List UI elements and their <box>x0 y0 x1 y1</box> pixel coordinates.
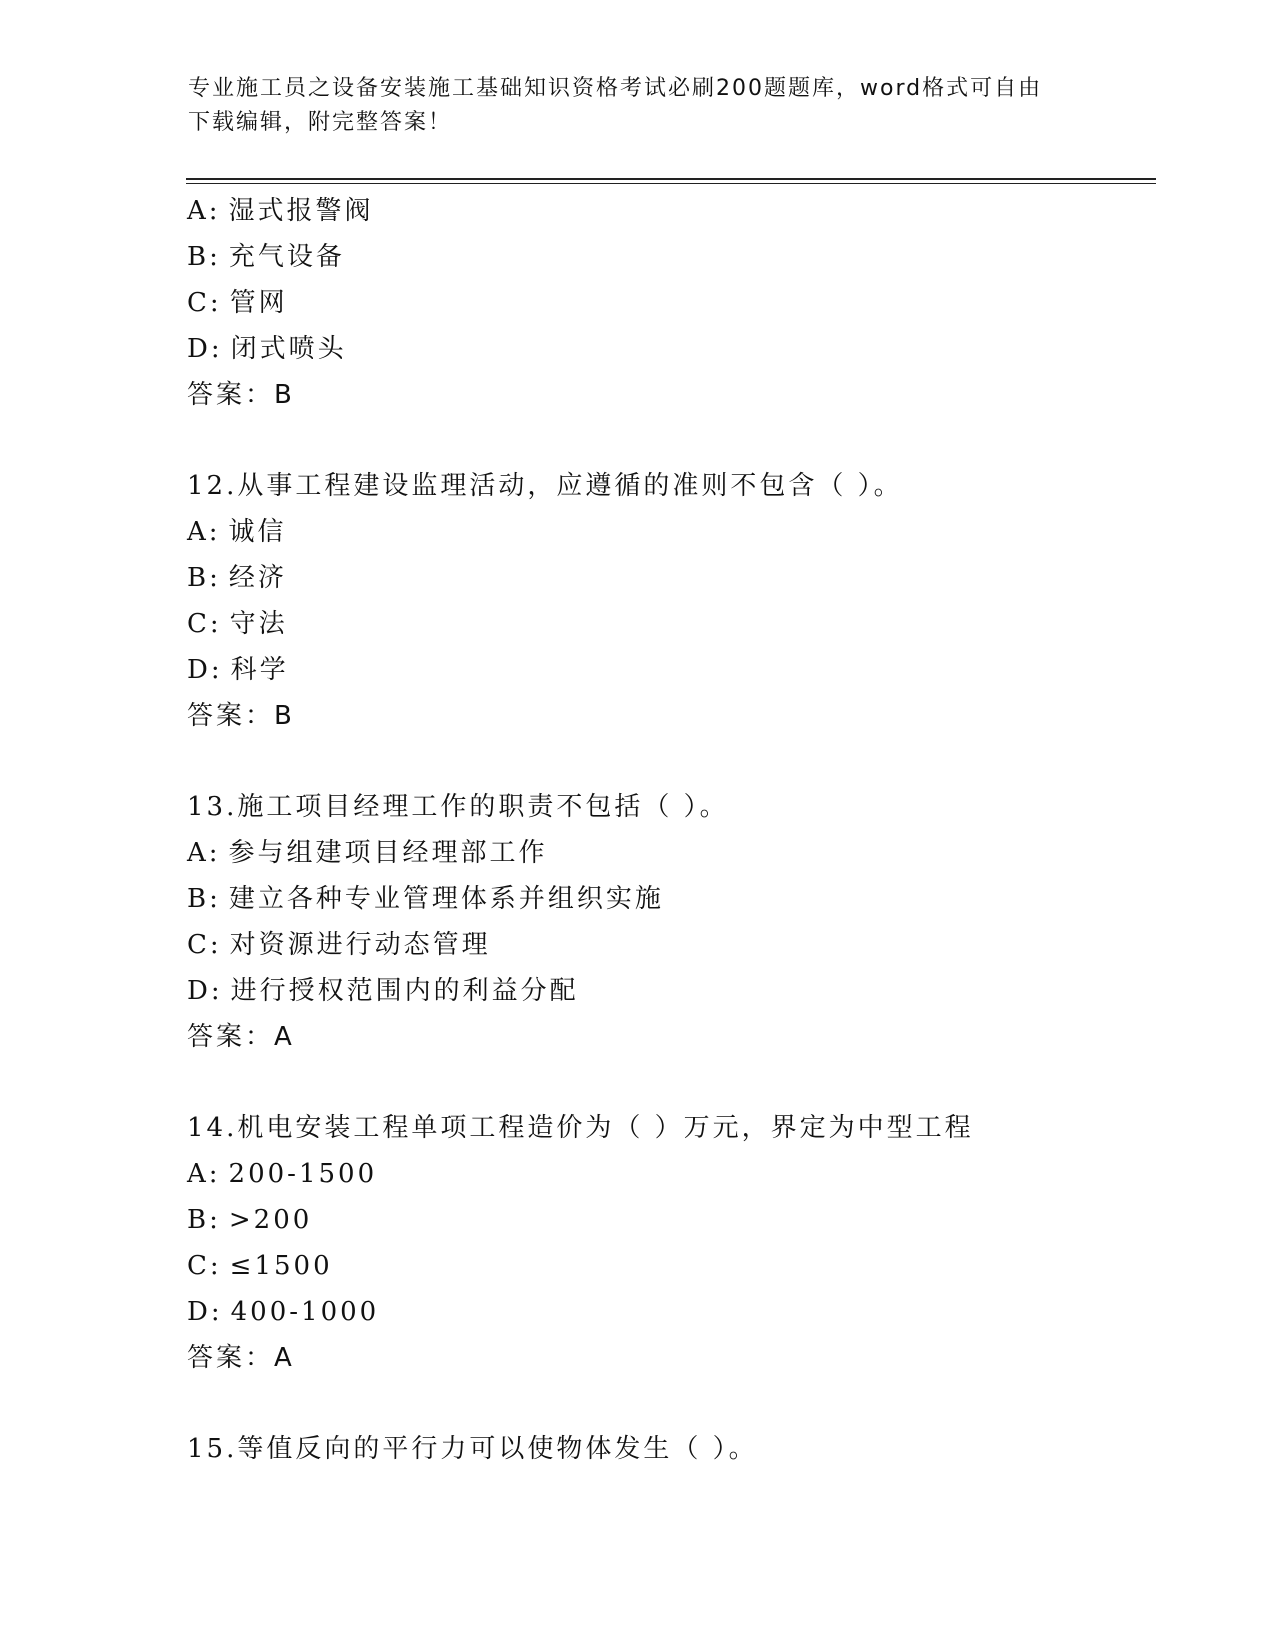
option-a <box>187 188 1187 234</box>
option-b <box>187 555 1187 601</box>
option-a <box>187 1151 1187 1197</box>
option-letter: B: <box>187 1205 221 1235</box>
option-letter: D: <box>187 655 223 685</box>
header-line-1: 专业施工员之设备安装施工基础知识资格考试必刷200题题库，word格式可自由 <box>188 76 1043 101</box>
option-letter: A: <box>187 1159 221 1189</box>
option-text: >200 <box>228 1205 313 1235</box>
option-text: 200-1500 <box>228 1159 378 1189</box>
option-letter: B: <box>187 563 221 593</box>
option-b <box>187 1197 1187 1243</box>
header-line-2: 下载编辑，附完整答案！ <box>188 110 453 135</box>
question-block-15 <box>187 1426 1187 1472</box>
answer-line: 答案：A <box>187 1022 295 1052</box>
option-a <box>187 509 1187 555</box>
option-text: 守法 <box>229 609 288 639</box>
option-letter: C: <box>187 1251 222 1281</box>
option-text: 湿式报警阀 <box>228 196 374 226</box>
option-text: 进行授权范围内的利益分配 <box>230 976 579 1006</box>
option-text: 充气设备 <box>228 242 345 272</box>
option-text: 管网 <box>229 288 288 318</box>
option-d <box>187 968 1187 1014</box>
answer-line: 答案：B <box>187 380 295 410</box>
option-b <box>187 234 1187 280</box>
header-rule-thick <box>186 178 1156 180</box>
header-rule-thin <box>186 183 1156 184</box>
option-c <box>187 280 1187 326</box>
option-letter: D: <box>187 334 223 364</box>
option-letter: D: <box>187 1297 223 1327</box>
option-text: 对资源进行动态管理 <box>229 930 491 960</box>
option-letter: C: <box>187 609 222 639</box>
option-letter: B: <box>187 884 221 914</box>
option-letter: D: <box>187 976 223 1006</box>
question-list <box>187 188 1187 1472</box>
question-stem: 15.等值反向的平行力可以使物体发生（ ）。 <box>187 1434 758 1464</box>
option-text: ≤1500 <box>229 1251 333 1281</box>
option-c <box>187 601 1187 647</box>
option-text: 建立各种专业管理体系并组织实施 <box>228 884 664 914</box>
question-block-prev <box>187 188 1187 418</box>
option-text: 闭式喷头 <box>230 334 347 364</box>
question-stem: 13.施工项目经理工作的职责不包括（ ）。 <box>187 792 729 822</box>
option-letter: A: <box>187 517 221 547</box>
answer-line: 答案：A <box>187 1343 295 1373</box>
option-c <box>187 1243 1187 1289</box>
option-letter: B: <box>187 242 221 272</box>
question-block-12 <box>187 463 1187 739</box>
option-text: 科学 <box>230 655 289 685</box>
option-letter: A: <box>187 838 221 868</box>
document-header <box>188 72 1088 140</box>
option-d <box>187 1289 1187 1335</box>
option-d <box>187 326 1187 372</box>
option-text: 400-1000 <box>230 1297 380 1327</box>
question-stem: 14.机电安装工程单项工程造价为（ ）万元，界定为中型工程 <box>187 1113 974 1143</box>
question-block-13 <box>187 784 1187 1060</box>
option-letter: A: <box>187 196 221 226</box>
option-letter: C: <box>187 288 222 318</box>
answer-line: 答案：B <box>187 701 295 731</box>
option-letter: C: <box>187 930 222 960</box>
option-b <box>187 876 1187 922</box>
question-stem: 12.从事工程建设监理活动，应遵循的准则不包含（ ）。 <box>187 471 903 501</box>
option-text: 参与组建项目经理部工作 <box>228 838 548 868</box>
question-block-14 <box>187 1105 1187 1381</box>
option-text: 诚信 <box>228 517 287 547</box>
option-text: 经济 <box>228 563 287 593</box>
option-a <box>187 830 1187 876</box>
option-d <box>187 647 1187 693</box>
option-c <box>187 922 1187 968</box>
